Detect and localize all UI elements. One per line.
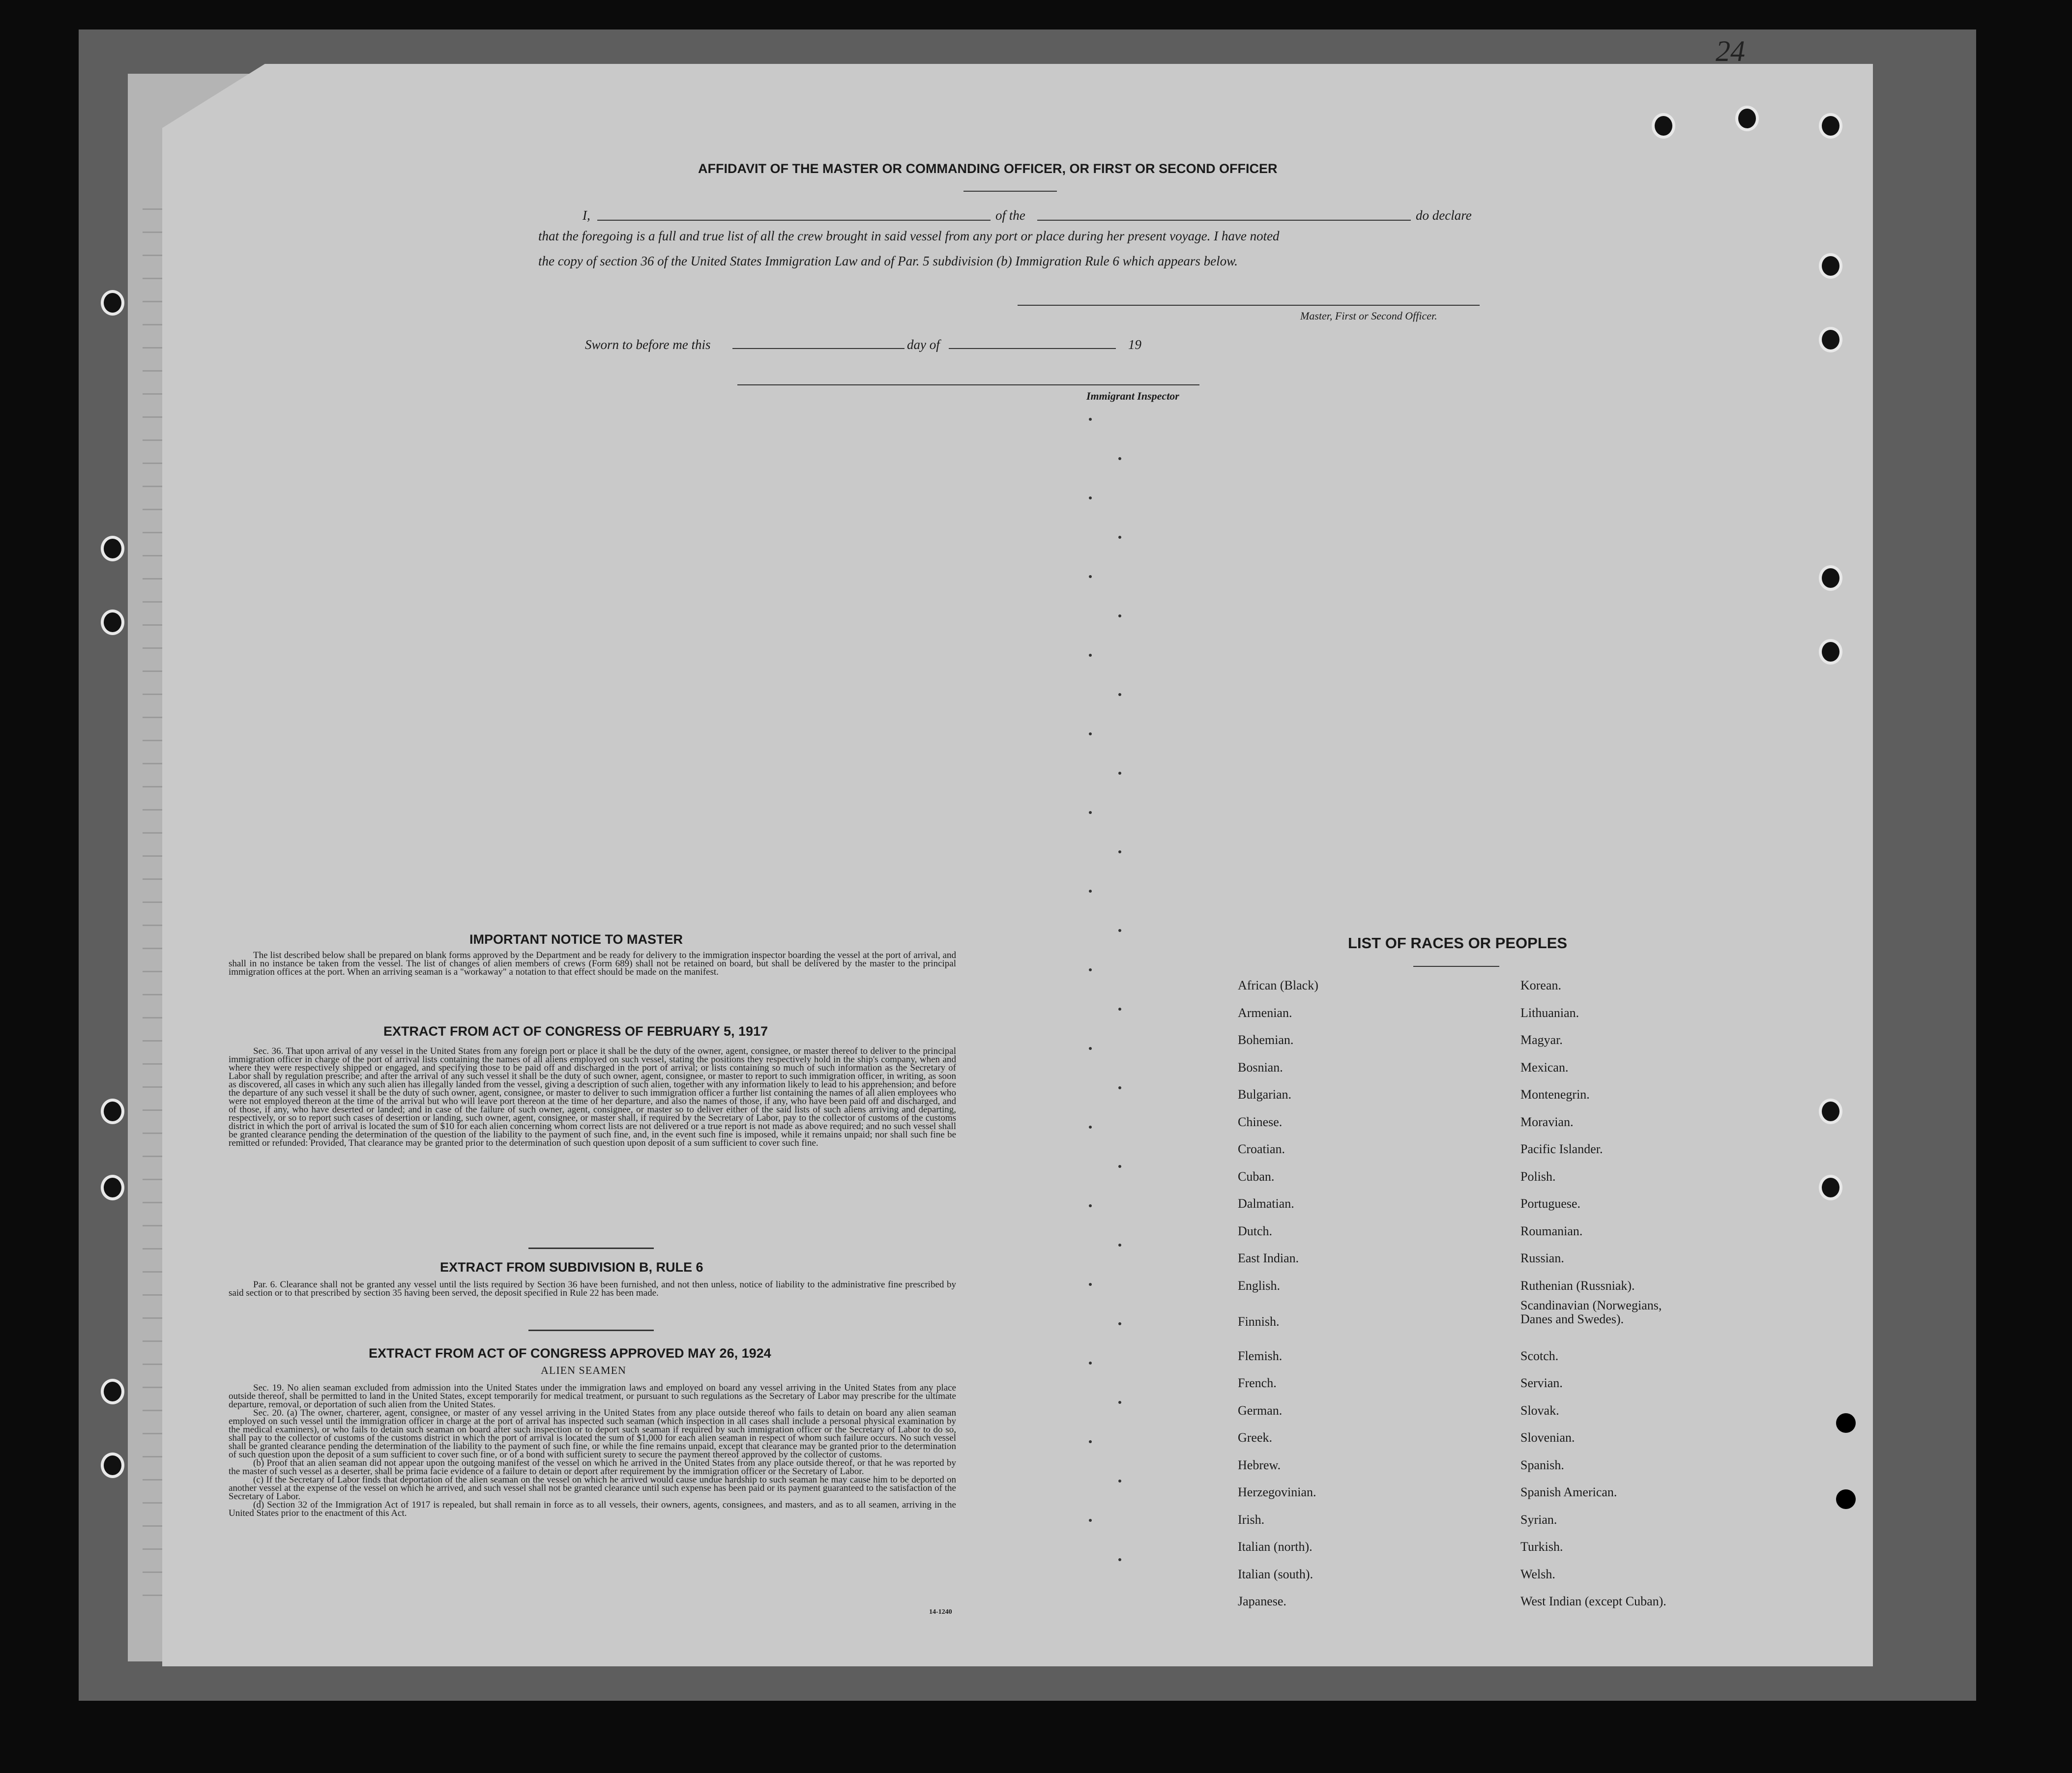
faint-dot	[1118, 1086, 1121, 1089]
race-list-item: Italian (south).	[1238, 1567, 1313, 1581]
race-list-item: Moravian.	[1520, 1115, 1574, 1129]
faint-dot	[1118, 929, 1121, 932]
race-list-item: Pacific Islander.	[1520, 1142, 1603, 1156]
section-20b-paragraph: (b) Proof that an alien seaman did not appear upon the outgoing manifest of the vessel on which he arrived in the United States from any place outside thereof, or that he was reported by the master of such vessel as a deserter, shall be prima facie evidence of a failure to detain or deport after requirement by the immigration officer or the Secretary of Labor.	[229, 1458, 956, 1477]
race-list-item: Welsh.	[1520, 1567, 1555, 1581]
punch-hole-icon	[1652, 113, 1675, 139]
faint-dot	[1089, 1519, 1092, 1522]
faint-dot	[1089, 496, 1092, 499]
race-list-item: Spanish.	[1520, 1458, 1564, 1472]
race-list-item: Mexican.	[1520, 1060, 1569, 1075]
faint-dot	[1118, 1244, 1121, 1247]
section-20d-paragraph: (d) Section 32 of the Immigration Act of 1917 is repealed, but shall remain in force as to all vessels, their owners, agents, consignees, and masters, and as to all seamen, arriving in the United States prior to the enactment of this Act.	[229, 1500, 956, 1518]
race-list-item: Polish.	[1520, 1169, 1556, 1184]
race-list-item: Slovak.	[1520, 1403, 1559, 1418]
notice-body	[229, 951, 956, 976]
faint-dot	[1118, 457, 1121, 460]
faint-dot	[1089, 968, 1092, 971]
race-list-item: Bulgarian.	[1238, 1087, 1292, 1102]
punch-hole-icon	[1836, 1489, 1856, 1509]
faint-dot	[1089, 418, 1092, 421]
punch-hole-icon	[1819, 565, 1842, 591]
day-of-label: day of	[907, 337, 940, 352]
race-list-item: Servian.	[1520, 1376, 1563, 1390]
extract-1917-body	[229, 1047, 956, 1147]
rule-6-paragraph: Par. 6. Clearance shall not be granted any vessel until the lists required by Section 36 have been furnished, and not then unless, notice of liability to the administrative fine prescribed by said section or to that prescribed by section 35 having been served, the deposit specified in Rule 22 has been made.	[229, 1279, 956, 1298]
race-list-item: Japanese.	[1238, 1594, 1286, 1608]
punch-hole-icon	[1819, 113, 1842, 139]
section-20c-paragraph: (c) If the Secretary of Labor finds that deportation of the alien seaman on the vessel on which he arrived would cause undue hardship to such seaman he may cause him to be deported on another vessel at the expense of the vessel on which he arrived, and such vessel shall not be granted clearance until such expense has been paid or its payment guaranteed to the satisfaction of the Secretary of Labor.	[229, 1475, 956, 1502]
faint-dot	[1089, 1440, 1092, 1443]
inspector-signature-line	[737, 384, 1199, 385]
affidavit-line-3: the copy of section 36 of the United States Immigration Law and of Par. 5 subdivision (b) Immigration Rule 6 which appears below.	[538, 254, 1238, 268]
of-the-label: of the	[995, 208, 1025, 223]
race-list-item: Chinese.	[1238, 1115, 1283, 1129]
punch-hole-icon	[1819, 1099, 1842, 1124]
race-list-item: Irish.	[1238, 1512, 1265, 1527]
faint-dot	[1118, 1480, 1121, 1482]
title-underline	[963, 191, 1057, 192]
race-list-item: English.	[1238, 1279, 1280, 1293]
races-title: LIST OF RACES OR PEOPLES	[1348, 934, 1568, 952]
affidavit-title: AFFIDAVIT OF THE MASTER OR COMMANDING OFFICER, OR FIRST OR SECOND OFFICER	[698, 161, 1278, 176]
page-tab-number: 24	[1716, 35, 1745, 67]
notice-title: IMPORTANT NOTICE TO MASTER	[469, 932, 683, 947]
section-19-paragraph: Sec. 19. No alien seaman excluded from admission into the United States under the immigration laws and employed on board any vessel arriving in the United States from any place outside thereof, shall be permitted to land in the United States, except temporarily for medical treatment, or pursuant to such regulations as the Secretary of Labor may prescribe for the ultimate departure, removal, or deportation of such alien from the United States.	[229, 1383, 956, 1410]
faint-dot	[1118, 1401, 1121, 1404]
race-list-item: Italian (north).	[1238, 1540, 1313, 1554]
races-title-underline	[1413, 966, 1499, 967]
faint-dot	[1118, 1008, 1121, 1011]
faint-dot	[1089, 1126, 1092, 1129]
punch-hole-icon	[101, 1453, 124, 1478]
race-list-item: Bohemian.	[1238, 1033, 1294, 1047]
faint-dot	[1089, 575, 1092, 578]
vessel-name-line	[1037, 220, 1411, 221]
race-list-item: Dalmatian.	[1238, 1196, 1294, 1211]
faint-dot	[1089, 1204, 1092, 1207]
faint-dot	[1118, 772, 1121, 775]
punch-hole-icon	[101, 610, 124, 635]
race-list-item: Slovenian.	[1520, 1430, 1575, 1445]
declarant-name-line	[597, 220, 991, 221]
section-20a-paragraph: Sec. 20. (a) The owner, charterer, agent, consignee, or master of any vessel arriving in the United States from any place outside thereof who fails to detain on board any alien seaman employed on such vessel until the immigration officer in charge at the port of arrival has inspected such seaman (which inspection in all cases shall include a personal physical examination by the medical examiners), or who fails to detain such seaman on board after such inspection or to deport such seaman if required by such immigration officer or the Secretary of Labor to do so, shall pay to the collector of customs of the customs district in which the port of arrival is located the sum of $1,000 for each alien seaman in respect of whom such failure occurs. No such vessel shall be granted clearance pending the determination of the liability to the payment of such fine, or while the fine remains unpaid, except that clearance may be granted prior to the determination of such question upon the deposit of a sum sufficient to cover such fine, or of a bond with sufficient surety to secure the payment thereof approved by the collector of customs.	[229, 1408, 956, 1460]
extract-1924-title: EXTRACT FROM ACT OF CONGRESS APPROVED MAY 26, 1924	[369, 1346, 771, 1361]
punch-hole-icon	[101, 536, 124, 561]
extract-rule6-title: EXTRACT FROM SUBDIVISION B, RULE 6	[440, 1260, 703, 1275]
race-list-item: Flemish.	[1238, 1349, 1283, 1363]
race-list-item: Spanish American.	[1520, 1485, 1617, 1499]
race-list-item: Russian.	[1520, 1251, 1564, 1265]
inspector-label: Immigrant Inspector	[1086, 390, 1179, 402]
faint-dot	[1089, 1283, 1092, 1286]
race-list-item: Magyar.	[1520, 1033, 1563, 1047]
faint-dot	[1089, 811, 1092, 814]
year-prefix: 19	[1128, 337, 1141, 352]
race-list-item: Hebrew.	[1238, 1458, 1281, 1472]
race-list-item: Danes and Swedes).	[1520, 1312, 1624, 1326]
punch-hole-icon	[101, 290, 124, 316]
punch-hole-icon	[1735, 106, 1759, 131]
race-list-item: Croatian.	[1238, 1142, 1285, 1156]
punch-hole-icon	[101, 1175, 124, 1200]
punch-hole-icon	[1836, 1413, 1856, 1433]
race-list-item: French.	[1238, 1376, 1277, 1390]
sworn-label: Sworn to before me this	[585, 337, 711, 352]
faint-dot	[1089, 732, 1092, 735]
sworn-month-line	[949, 348, 1116, 349]
faint-dot	[1089, 1047, 1092, 1050]
extract-1917-title: EXTRACT FROM ACT OF CONGRESS OF FEBRUARY 5, 1917	[383, 1024, 768, 1039]
race-list-item: German.	[1238, 1403, 1283, 1418]
race-list-item: Montenegrin.	[1520, 1087, 1590, 1102]
form-number: 14-1240	[929, 1608, 952, 1616]
race-list-item: Scotch.	[1520, 1349, 1559, 1363]
race-list-item: Finnish.	[1238, 1314, 1280, 1329]
faint-dot	[1089, 654, 1092, 657]
declarant-label: I,	[583, 208, 590, 223]
race-list-item: West Indian (except Cuban).	[1520, 1594, 1666, 1608]
faint-dot	[1118, 614, 1121, 617]
affidavit-line-2: that the foregoing is a full and true list of all the crew brought in said vessel from any port or place during her present voyage. I have noted	[538, 229, 1280, 243]
punch-hole-icon	[1819, 327, 1842, 352]
sworn-day-line	[732, 348, 905, 349]
race-list-item: Greek.	[1238, 1430, 1273, 1445]
extract-rule6-body	[229, 1280, 956, 1297]
race-list-item: Ruthenian (Russniak).	[1520, 1279, 1635, 1293]
punch-hole-icon	[1819, 639, 1842, 665]
race-list-item: Syrian.	[1520, 1512, 1557, 1527]
faint-dot	[1118, 693, 1121, 696]
faint-dot	[1118, 1558, 1121, 1561]
faint-dot	[1118, 536, 1121, 539]
punch-hole-icon	[101, 1379, 124, 1404]
faint-dot	[1118, 1165, 1121, 1168]
race-list-item: Turkish.	[1520, 1540, 1563, 1554]
faint-dot	[1118, 850, 1121, 853]
race-list-item: Portuguese.	[1520, 1196, 1581, 1211]
master-signature-line	[1018, 305, 1480, 306]
notice-paragraph: The list described below shall be prepared on blank forms approved by the Department and be ready for delivery to the immigration inspector boarding the vessel at the port of arrival, and shall in no instance be taken from the vessel. The list of changes of alien members of crews (Form 689) shall not be retained on board, but shall be delivered by the master to the principal immigration offices at the port. When an arriving seaman is a "workaway" a notation to that effect should be made on the manifest.	[229, 950, 956, 977]
race-list-item: Herzegovinian.	[1238, 1485, 1316, 1499]
race-list-item: Bosnian.	[1238, 1060, 1283, 1075]
punch-hole-icon	[101, 1099, 124, 1124]
race-list-item: African (Black)	[1238, 978, 1318, 992]
section-divider	[528, 1330, 654, 1331]
race-list-item: Armenian.	[1238, 1006, 1292, 1020]
race-list-item: Korean.	[1520, 978, 1562, 992]
race-list-item: Lithuanian.	[1520, 1006, 1579, 1020]
race-list-item: Cuban.	[1238, 1169, 1275, 1184]
extract-1924-subtitle: ALIEN SEAMEN	[541, 1364, 626, 1376]
do-declare-label: do declare	[1416, 208, 1472, 223]
race-list-item: Roumanian.	[1520, 1224, 1583, 1238]
punch-hole-icon	[1819, 1175, 1842, 1200]
extract-1924-body	[229, 1384, 956, 1517]
master-signature-label: Master, First or Second Officer.	[1300, 310, 1437, 322]
section-divider	[528, 1248, 654, 1249]
faint-dot	[1118, 1322, 1121, 1325]
section-36-paragraph: Sec. 36. That upon arrival of any vessel in the United States from any foreign port or place it shall be the duty of the owner, agent, consignee, or master thereof to deliver to the principal immigration officer in charge of the port of arrival lists containing the names of all aliens employed on such vessel, stating the positions they respectively hold in the ship's company, when and where they were respectively shipped or engaged, and specifying those to be paid off and discharged in the port of arrival; or lists containing so much of such information as the Secretary of Labor shall by regulation prescribe; and after the arrival of any such vessel it shall be the duty of such owner, agent, consignee, or master to report to such immigration officer, in writing, as soon as discovered, all cases in which any such alien has illegally landed from the vessel, giving a description of such alien, together with any information likely to lead to his apprehension; and before the departure of any such vessel it shall be the duty of such owner, agent, consignee, or master to deliver to such immigration officer a further list containing the names of all alien employees who were not employed thereon at the time of the arrival but who will leave port thereon at the time of her departure, and also the names of those, if any, who have been paid off and discharged, and of those, if any, who have deserted or landed; and in case of the failure of such owner, agent, consignee, or master so to deliver either of the said lists of such aliens arriving and departing, respectively, or so to report such cases of desertion or landing, such owner, agent, consignee, or master shall, if required by the Secretary of Labor, pay to the collector of customs of the customs district in which the port of arrival is located the sum of $10 for each alien concerning whom correct lists are not delivered or a true report is not made as above required; and no such vessel shall be granted clearance pending the determination of the question of the liability to the payment of such fine, and, in the event such fine is imposed, while it remains unpaid; nor shall such fine be remitted or refunded: Provided, That clearance may be granted prior to the determination of such question upon deposit of a sum sufficient to cover such fine.	[229, 1046, 956, 1148]
faint-dot	[1089, 890, 1092, 893]
punch-hole-icon	[1819, 253, 1842, 279]
race-list-item: Scandinavian (Norwegians,	[1520, 1298, 1662, 1312]
race-list-item: Dutch.	[1238, 1224, 1273, 1238]
faint-dot	[1089, 1362, 1092, 1365]
race-list-item: East Indian.	[1238, 1251, 1299, 1265]
